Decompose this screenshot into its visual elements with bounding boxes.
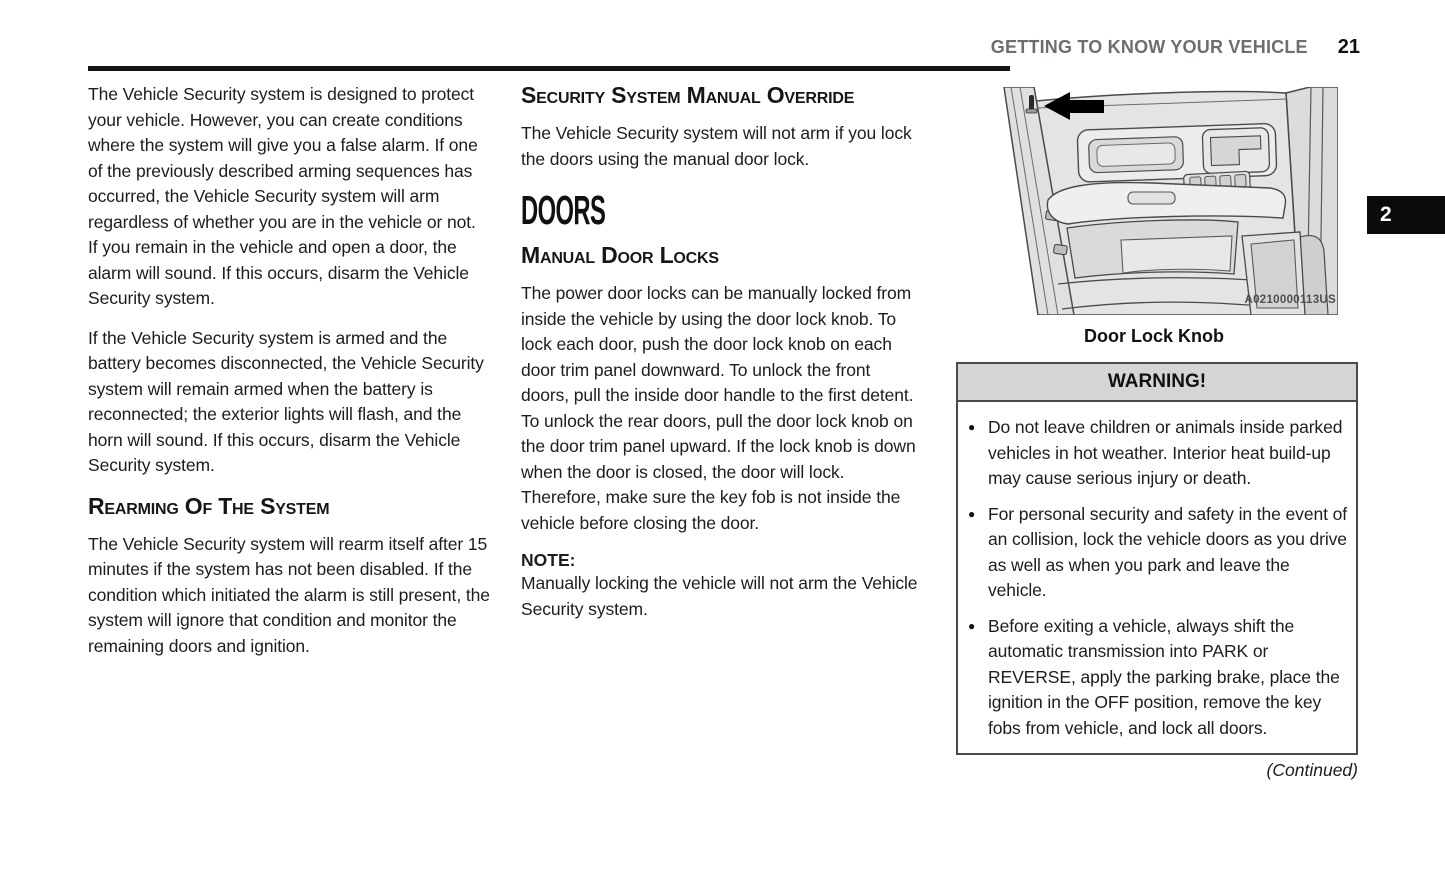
figure-caption: Door Lock Knob <box>1084 326 1224 346</box>
page-header <box>991 36 1360 59</box>
heading-manual-door-locks: Manual Door Locks <box>521 242 719 268</box>
header-chapter-title: GETTING TO KNOW YOUR VEHICLE <box>990 37 1308 57</box>
continued-label: (Continued) <box>1266 760 1358 780</box>
column-left <box>88 82 490 673</box>
warning-bullet-lock-doors: ● For personal security and safety in the event of an collision, lock the vehicle doors as you drive as well as when you park and leave the vehicle. <box>960 502 1348 604</box>
warning-bullet-list <box>960 415 1348 741</box>
paragraph-manual-override: The Vehicle Security system will not arm if you lock the doors using the manual door lock. <box>521 123 912 169</box>
header-rule <box>88 66 1010 71</box>
warning-box <box>956 362 1358 755</box>
paragraph-battery-disconnected: If the Vehicle Security system is armed and the battery becomes disconnected, the Vehicle Security system will remain armed when the battery is reconnected; the exterior lights will flash, and the horn will sound. If this occurs, disarm the Vehicle Security system. <box>88 327 484 475</box>
chapter-tab-number: 2 <box>1380 203 1392 226</box>
heading-rearming-of-the-system: Rearming Of The System <box>88 492 330 519</box>
paragraph-security-designed: The Vehicle Security system is designed to protect your vehicle. However, you can create conditions where the system will give you a false alarm. If one of the previously described arming sequences has occurred, the Vehicle Security system will arm regardless of whether you are in the vehicle or not. If you remain in the vehicle and open a door, the alarm will sound. If this occurs, disarm the Vehicle Security system. <box>88 84 478 308</box>
heading-doors: DOORS <box>521 187 606 233</box>
door-lock-knob-figure <box>970 87 1338 315</box>
note-label: NOTE: <box>521 550 576 570</box>
column-middle <box>521 82 921 622</box>
warning-bullet-before-exiting: ● Before exiting a vehicle, always shift the automatic transmission into PARK or REVERSE, apply the parking brake, place the ignition in the OFF position, remove the key fobs from vehicle, and lock all doors. <box>960 614 1348 742</box>
door-interior-illustration <box>970 87 1338 315</box>
column-right <box>956 87 1358 781</box>
note-text: Manually locking the vehicle will not arm the Vehicle Security system. <box>521 573 918 619</box>
warning-title: WARNING! <box>958 364 1356 402</box>
chapter-tab <box>1367 196 1445 234</box>
figure-image-code: A0210000113US <box>1244 294 1336 306</box>
warning-bullet-children: ● Do not leave children or animals inside parked vehicles in hot weather. Interior heat build-up may cause serious injury or death. <box>960 415 1348 492</box>
heading-security-system-manual-override: Security System Manual Override <box>521 82 855 108</box>
paragraph-manual-door-locks: The power door locks can be manually locked from inside the vehicle by using the door lock knob. To lock each door, push the door lock knob on each door trim panel downward. To unlock the front doors, pull the inside door handle to the first detent. To unlock the rear doors, pull the door lock knob on the door trim panel upward. If the lock knob is down when the door is closed, the door will lock. Therefore, make sure the key fob is not inside the vehicle before closing the door. <box>521 283 916 533</box>
page-number: 21 <box>1337 36 1360 58</box>
paragraph-rearm-15-minutes: The Vehicle Security system will rearm itself after 15 minutes if the system has not been disabled. If the condition which initiated the alarm is still present, the system will ignore that condition and monitor the remaining doors and ignition. <box>88 533 490 656</box>
